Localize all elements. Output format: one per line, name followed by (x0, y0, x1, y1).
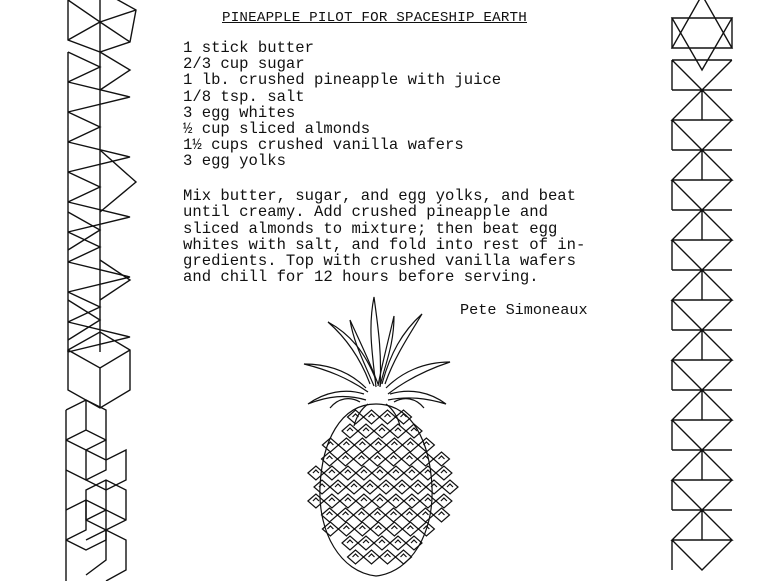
instructions-paragraph (183, 188, 585, 286)
instruction-line: sliced almonds to mixture; then beat egg (183, 219, 558, 238)
pineapple-icon (290, 292, 462, 581)
ingredient-item: 1½ cups crushed vanilla wafers (183, 136, 464, 155)
left-geometric-border (58, 0, 140, 581)
ingredient-item: 1 lb. crushed pineapple with juice (183, 71, 502, 90)
ingredient-list (183, 40, 501, 170)
recipe-author: Pete Simoneaux (460, 301, 588, 319)
instruction-line: and chill for 12 hours before serving. (183, 268, 539, 287)
ingredient-item: 2/3 cup sugar (183, 55, 305, 74)
ingredient-item: 1/8 tsp. salt (183, 87, 305, 106)
pineapple-crown (304, 297, 450, 426)
instruction-line: gredients. Top with crushed vanilla wafers (183, 252, 577, 271)
instruction-line: whites with salt, and fold into rest of in- (183, 235, 586, 254)
ingredient-item: 1 stick butter (183, 39, 315, 57)
instruction-line: until creamy. Add crushed pineapple and (183, 203, 548, 222)
right-geometric-border (662, 0, 742, 581)
ingredient-item: 3 egg yolks (183, 152, 286, 171)
recipe-title: PINEAPPLE PILOT FOR SPACESHIP EARTH (222, 10, 527, 26)
ingredient-item: ½ cup sliced almonds (183, 120, 371, 139)
instruction-line: Mix butter, sugar, and egg yolks, and beat (183, 187, 577, 205)
ingredient-item: 3 egg whites (183, 103, 296, 122)
